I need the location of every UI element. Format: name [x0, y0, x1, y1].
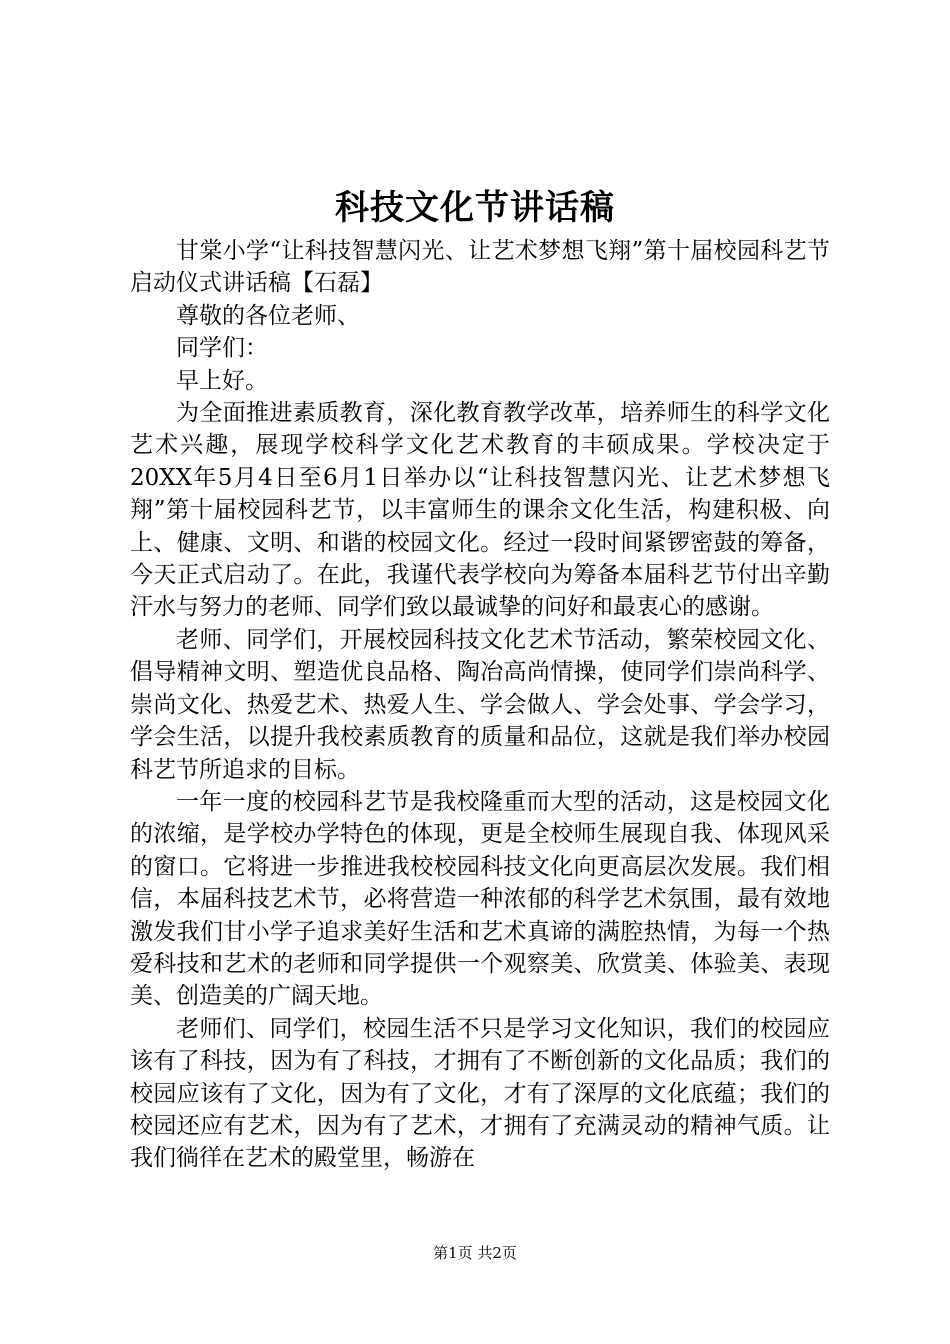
- document-body: [130, 235, 830, 1175]
- paragraph-greeting: 早上好。: [176, 367, 268, 394]
- paragraph-body: 一年一度的校园科艺节是我校隆重而大型的活动，这是校园文化的浓缩，是学校办学特色的体现，更是全校师生展现自我、体现风采的窗口。它将进一步推进我校校园科技文化向更高层次发展。我们相信，本届科技艺术节，必将营造一种浓郁的科学艺术氛围，最有效地激发我们甘小学子追求美好生活和艺术真谛的满腔热情，为每一个热爱科技和艺术的老师和同学提供一个观察美、欣赏美、体验美、表现美、创造美的广阔天地。: [130, 788, 830, 1010]
- paragraph-body: 老师、同学们，开展校园科技文化艺术节活动，繁荣校园文化、倡导精神文明、塑造优良品格、陶冶高尚情操，使同学们崇尚科学、崇尚文化、热爱艺术、热爱人生、学会做人、学会处事、学会学习，学会生活，以提升我校素质教育的质量和品位，这就是我们举办校园科艺节所追求的目标。: [130, 626, 830, 783]
- paragraph-body: 老师们、同学们，校园生活不只是学习文化知识，我们的校园应该有了科技，因为有了科技，才拥有了不断创新的文化品质；我们的校园应该有了文化，因为有了文化，才有了深厚的文化底蕴；我们的校园还应有艺术，因为有了艺术，才拥有了充满灵动的精神气质。让我们徜徉在艺术的殿堂里，畅游在: [130, 1015, 830, 1172]
- paragraph-salutation: 尊敬的各位老师、: [176, 302, 360, 329]
- page-footer: 第1页 共2页: [433, 1244, 517, 1262]
- paragraph-heading-line: 甘棠小学“让科技智慧闪光、让艺术梦想飞翔”第十届校园科艺节启动仪式讲话稿【石磊】: [130, 238, 830, 297]
- paragraph-salutation-students: 同学们：: [176, 335, 268, 362]
- document-title: 科技文化节讲话稿: [335, 188, 615, 228]
- paragraph-body: 为全面推进素质教育，深化教育教学改革，培养师生的科学文化艺术兴趣，展现学校科学文化艺术教育的丰硕成果。学校决定于20XX年5月4日至6月1日举办以“让科技智慧闪光、让艺术梦想飞翔”第十届校园科艺节，以丰富师生的课余文化生活，构建积极、向上、健康、文明、和谐的校园文化。经过一段时间紧锣密鼓的筹备，今天正式启动了。在此，我谨代表学校向为筹备本届科艺节付出辛勤汗水与努力的老师、同学们致以最诚挚的问好和最衷心的感谢。: [130, 400, 830, 621]
